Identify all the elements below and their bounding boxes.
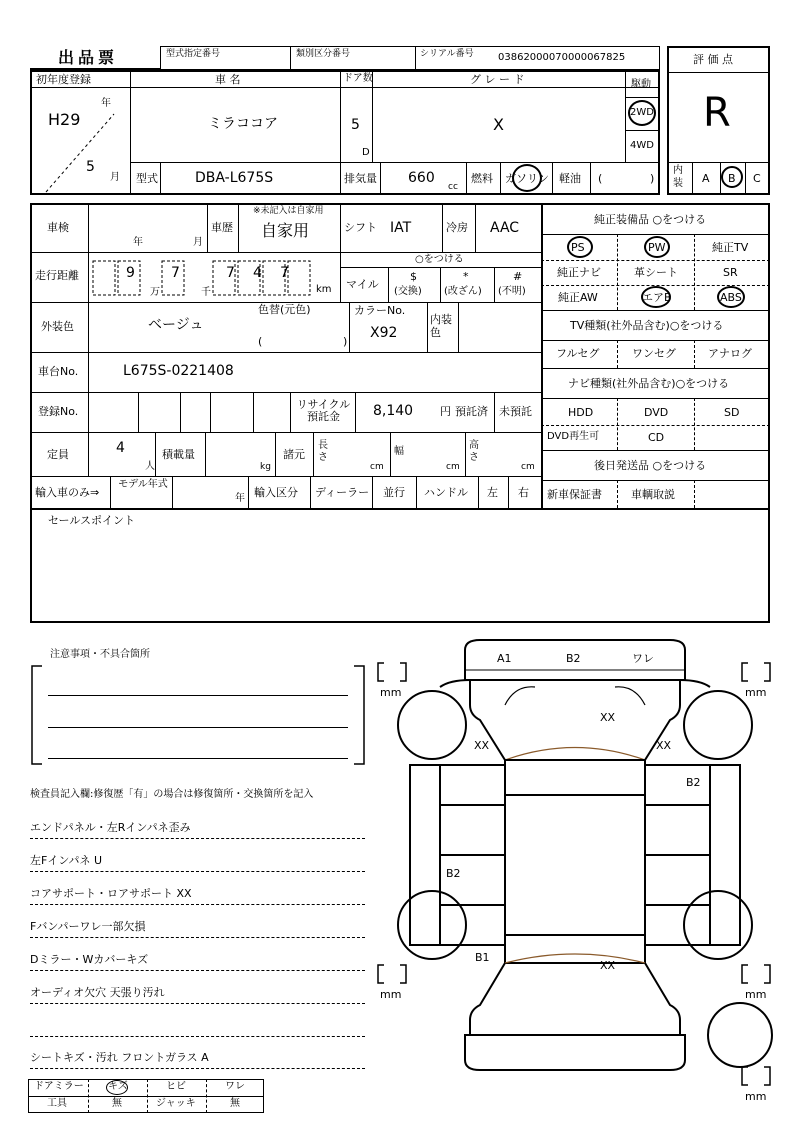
width-label: 幅 xyxy=(394,446,404,457)
tools-label: 工具 xyxy=(47,1098,67,1109)
notes-brackets xyxy=(28,660,368,770)
drive-4wd: 4WD xyxy=(630,140,654,151)
interior-b: B xyxy=(728,172,736,185)
note-line-6: オーディオ欠穴 天張り汚れ xyxy=(30,986,165,999)
equip-pw-circle xyxy=(644,236,670,258)
import-label: 輸入車のみ⇒ xyxy=(35,486,100,499)
mm-label-fr: mm xyxy=(745,686,767,699)
class-code-label: 類別区分番号 xyxy=(296,49,351,59)
recycle-value: 8,140 xyxy=(373,403,414,419)
mirror-scratch: キズ xyxy=(108,1081,128,1092)
exterior-label: 外装色 xyxy=(41,320,74,333)
mm-label-spare: mm xyxy=(745,1090,767,1103)
damage-mark-b2-right: B2 xyxy=(686,776,701,789)
exchange-symbol: $ xyxy=(410,270,417,283)
height-unit: cm xyxy=(521,462,535,472)
form-title: 出品票 xyxy=(58,48,119,67)
paren-close: ) xyxy=(650,172,655,185)
first-reg-month: 5 xyxy=(86,159,95,175)
car-damage-diagram xyxy=(370,625,790,1130)
mileage-label: 走行距離 xyxy=(35,269,79,282)
paren-open: ( xyxy=(598,172,603,185)
history-label: 車歴 xyxy=(211,221,233,234)
tv-title: TV種類(社外品含む)○をつける xyxy=(570,319,724,332)
interior-b-circle xyxy=(721,166,743,188)
equip-pw: PW xyxy=(648,241,666,254)
unknown-symbol: # xyxy=(513,270,523,283)
mileage-digit-4: 4 xyxy=(253,265,262,281)
damage-mark-b2-front: B2 xyxy=(566,652,581,665)
history-value: 自家用 xyxy=(261,221,310,240)
car-name-value: ミラココア xyxy=(208,116,278,132)
navi-hdd: HDD xyxy=(568,406,594,419)
repaint-paren-open: ( xyxy=(258,335,263,348)
mileage-digit-3: 7 xyxy=(226,265,235,281)
recycle-unit: 円 xyxy=(440,405,451,418)
mile-label: マイル xyxy=(346,278,379,291)
grade-label: グ レ ー ド xyxy=(470,73,525,86)
model-code-label: 型式指定番号 xyxy=(166,49,221,59)
damage-mark-xx-right: XX xyxy=(656,739,672,752)
equip-navi: 純正ナビ xyxy=(557,266,601,279)
import-type-label: 輸入区分 xyxy=(254,486,298,499)
doors-label: ドア数 xyxy=(343,73,373,84)
mileage-digit-1: 9 xyxy=(126,265,135,281)
mirror-crack: ヒビ xyxy=(166,1081,186,1092)
mm-label-rr: mm xyxy=(745,988,767,1001)
color-no-label: カラーNo. xyxy=(354,304,406,317)
notes-title: 注意事項・不具合箇所 xyxy=(50,649,150,660)
handle-label: ハンドル xyxy=(424,486,468,499)
doors-sub: D xyxy=(362,147,370,158)
note-line-1: エンドパネル・左Rインパネ歪み xyxy=(30,821,191,834)
note-line-4: Fバンパーワレ一部欠損 xyxy=(30,920,146,933)
man-unit: 万 xyxy=(150,287,160,298)
width-unit: cm xyxy=(446,462,460,472)
damage-mark-b1: B1 xyxy=(475,951,490,964)
length-unit: cm xyxy=(370,462,384,472)
drive-label: 駆動 xyxy=(631,79,651,90)
displacement-label: 排気量 xyxy=(344,172,377,185)
note-line-2: 左Fインパネ U xyxy=(30,854,103,867)
history-note: ※未記入は自家用 xyxy=(253,206,324,216)
shift-label: シフト xyxy=(344,221,377,234)
mirror-break: ワレ xyxy=(225,1081,245,1092)
year-unit: 年 xyxy=(101,98,111,109)
capacity-label: 定員 xyxy=(47,448,69,461)
damage-mark-xx-hood: XX xyxy=(600,711,616,724)
type-label: 型式 xyxy=(136,172,158,185)
color-no-value: X92 xyxy=(370,325,398,341)
recycle-label: リサイクル預託金 xyxy=(296,398,351,423)
tv-oneseg: ワンセグ xyxy=(632,347,676,360)
equip-airbag-circle xyxy=(641,286,671,308)
equip-ps-circle xyxy=(567,236,593,258)
load-unit: kg xyxy=(260,462,271,472)
equip-abs: ABS xyxy=(720,291,742,304)
exterior-value: ベージュ xyxy=(148,317,204,333)
interior-color-label: 内装色 xyxy=(430,313,452,339)
note-line-5: Dミラー・Wカバーキズ xyxy=(30,953,149,966)
capacity-unit: 人 xyxy=(145,461,155,472)
note-line-3: コアサポート・ロアサポート XX xyxy=(30,887,192,900)
first-reg-label: 初年度登録 xyxy=(36,73,91,86)
inspection-label: 車検 xyxy=(47,221,69,234)
dealer-label: ディーラー xyxy=(315,486,370,499)
equip-leather: 革シート xyxy=(634,266,678,279)
drive-2wd: 2WD xyxy=(630,107,654,118)
navi-dvd: DVD xyxy=(644,406,669,419)
parallel-label: 並行 xyxy=(383,486,405,499)
navi-title: ナビ種類(社外品含む)○をつける xyxy=(568,377,730,390)
score-value: R xyxy=(703,90,731,136)
height-label: 高さ xyxy=(469,440,479,463)
inspection-year: 年 xyxy=(133,237,143,248)
inspection-month: 月 xyxy=(193,237,203,248)
mm-label-fl: mm xyxy=(380,686,402,699)
equip-aw: 純正AW xyxy=(558,291,598,304)
fuel-value: ガソリン xyxy=(505,172,549,185)
km-unit: km xyxy=(316,284,332,295)
equip-abs-circle xyxy=(717,286,745,308)
mark-note: ○をつける xyxy=(415,254,464,265)
reg-no-label: 登録No. xyxy=(38,405,79,418)
damage-mark-a1: A1 xyxy=(497,652,512,665)
navi-dvd-play: DVD再生可 xyxy=(547,431,600,442)
fuel-circle xyxy=(512,164,542,192)
model-year-label: モデル年式 xyxy=(118,479,168,490)
note-line-8: シートキズ・汚れ フロントガラス A xyxy=(30,1051,209,1064)
sales-point-label: セールスポイント xyxy=(48,514,136,527)
load-label: 積載量 xyxy=(162,448,195,461)
month-unit: 月 xyxy=(110,172,120,183)
repaint-label: 色替(元色) xyxy=(258,303,311,316)
tools-value: 無 xyxy=(112,1098,122,1109)
tamper-label: (改ざん) xyxy=(444,286,482,297)
light-oil-label: 軽油 xyxy=(559,172,581,185)
mileage-digit-2: 7 xyxy=(171,265,180,281)
doors-value: 5 xyxy=(351,117,360,133)
later-manual: 車輌取説 xyxy=(631,488,675,501)
first-reg-year: H29 xyxy=(48,110,81,129)
repaint-paren-close: ) xyxy=(343,335,348,348)
fuel-label: 燃料 xyxy=(471,172,493,185)
type-value: DBA-L675S xyxy=(195,170,274,186)
mileage-digit-5: 7 xyxy=(280,265,289,281)
damage-mark-xx-rear: XX xyxy=(600,959,616,972)
serial-value: 03862000070000067825 xyxy=(498,52,626,63)
later-warranty: 新車保証書 xyxy=(547,488,602,501)
equip-tv: 純正TV xyxy=(712,241,749,254)
navi-cd: CD xyxy=(648,431,665,444)
interior-label: 内装 xyxy=(673,165,683,189)
tamper-symbol: * xyxy=(463,270,469,283)
equip-sr: SR xyxy=(723,266,738,279)
chassis-value: L675S-0221408 xyxy=(123,363,234,379)
mirror-label: ドアミラー xyxy=(34,1081,84,1092)
interior-c: C xyxy=(753,172,761,185)
equipment-title: 純正装備品 ○をつける xyxy=(594,213,707,226)
chassis-label: 車台No. xyxy=(38,365,79,378)
interior-a: A xyxy=(702,172,710,185)
serial-label: シリアル番号 xyxy=(420,49,474,59)
reg-diagonal xyxy=(40,108,42,196)
equip-ps: PS xyxy=(571,241,585,254)
ac-label: 冷房 xyxy=(446,221,468,234)
displacement-value: 660 xyxy=(408,170,435,186)
mm-label-rl: mm xyxy=(380,988,402,1001)
ac-value: AAC xyxy=(490,220,520,236)
damage-mark-xx-left: XX xyxy=(474,739,490,752)
dims-label: 諸元 xyxy=(283,448,305,461)
tv-fullseg: フルセグ xyxy=(556,347,600,360)
drive-2wd-circle xyxy=(628,100,656,126)
exchange-label: (交換) xyxy=(394,286,422,297)
car-name-label: 車 名 xyxy=(215,73,241,86)
unknown-label: (不明) xyxy=(498,286,526,297)
navi-sd: SD xyxy=(724,406,740,419)
deposit-done: 預託済 xyxy=(455,405,488,418)
later-title: 後日発送品 ○をつける xyxy=(594,459,707,472)
grade-value: X xyxy=(493,115,504,134)
length-label: 長さ xyxy=(318,440,328,463)
displacement-unit: cc xyxy=(448,182,458,192)
model-year-unit: 年 xyxy=(235,493,245,504)
damage-mark-break: ワレ xyxy=(632,652,654,665)
shift-value: IAT xyxy=(390,220,412,236)
inspector-title: 検査員記入欄:修復歴「有」の場合は修復箇所・交換箇所を記入 xyxy=(30,789,314,800)
tv-analog: アナログ xyxy=(708,347,752,360)
sen-unit: 千 xyxy=(201,287,211,298)
mirror-scratch-circle xyxy=(106,1080,128,1095)
capacity-value: 4 xyxy=(116,440,125,456)
jack-value: 無 xyxy=(230,1098,240,1109)
left-label: 左 xyxy=(487,486,498,499)
jack-label: ジャッキ xyxy=(156,1098,196,1109)
right-label: 右 xyxy=(518,486,529,499)
equip-airbag: エアB xyxy=(642,291,672,304)
score-label: 評 価 点 xyxy=(693,53,733,66)
deposit-not: 未預託 xyxy=(499,405,532,418)
damage-mark-b2-left: B2 xyxy=(446,867,461,880)
